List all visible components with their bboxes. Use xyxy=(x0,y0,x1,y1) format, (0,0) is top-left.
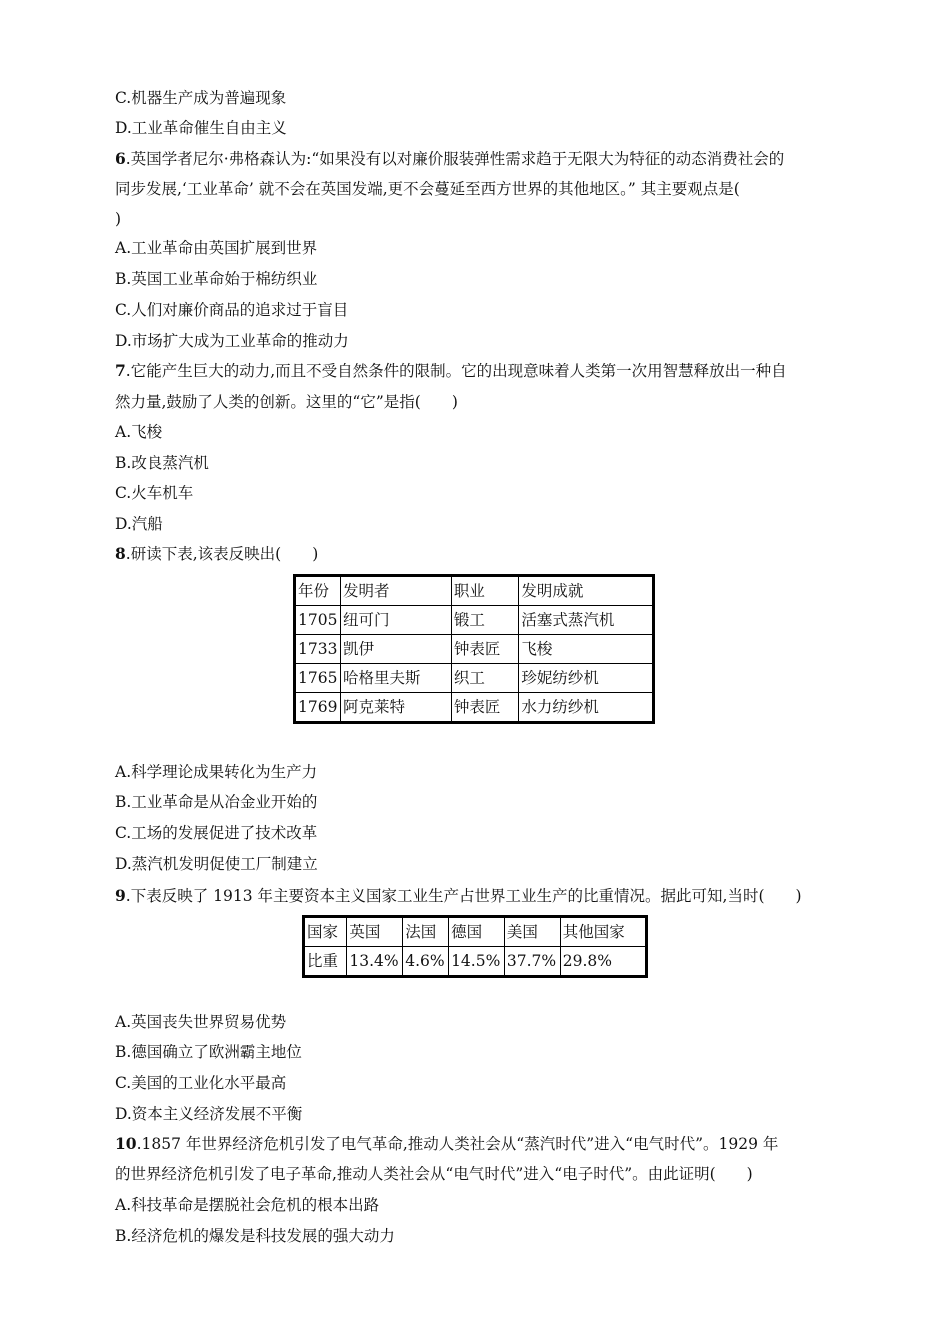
table-header-row xyxy=(304,917,647,947)
table-cell: 阿克莱特 xyxy=(340,693,451,723)
table-cell: 凯伊 xyxy=(340,635,451,664)
table-cell: 1705 xyxy=(295,606,341,635)
q6-stem-text-1: .英国学者尼尔·弗格森认为:“如果没有以对廉价服装弹性需求趋于无限大为特征的动态消费社会的 xyxy=(125,150,785,168)
q10-stem-line-2: 的世界经济危机引发了电子革命,推动人类社会从“电气时代”进入“电子时代”。由此证明( ) xyxy=(115,1165,753,1183)
table-cell: 珍妮纺纱机 xyxy=(519,664,654,693)
table-cell: 哈格里夫斯 xyxy=(340,664,451,693)
q10-number: 10 xyxy=(115,1134,137,1153)
table-row xyxy=(304,947,647,977)
q6-option-c: C.人们对廉价商品的追求过于盲目 xyxy=(115,301,349,319)
q8-option-c: C.工场的发展促进了技术改革 xyxy=(115,824,318,842)
q10-option-a: A.科技革命是摆脱社会危机的根本出路 xyxy=(115,1196,380,1214)
table-cell: 1765 xyxy=(295,664,341,693)
q6-option-a: A.工业革命由英国扩展到世界 xyxy=(115,239,318,257)
q8-option-b: B.工业革命是从冶金业开始的 xyxy=(115,793,318,811)
q9-option-a: A.英国丧失世界贸易优势 xyxy=(115,1013,287,1031)
q9-option-d: D.资本主义经济发展不平衡 xyxy=(115,1105,303,1123)
q5-option-c: C.机器生产成为普遍现象 xyxy=(115,89,287,107)
table-cell: 14.5% xyxy=(449,947,505,977)
q10-stem-line-1 xyxy=(115,1134,778,1154)
table-header-cell: 发明者 xyxy=(340,576,451,606)
table-header-cell: 发明成就 xyxy=(519,576,654,606)
inventions-table xyxy=(293,574,655,724)
table-cell: 钟表匠 xyxy=(451,693,518,723)
table-cell: 钟表匠 xyxy=(451,635,518,664)
table-header-cell: 英国 xyxy=(347,917,403,947)
table-cell: 37.7% xyxy=(504,947,560,977)
table-cell: 锻工 xyxy=(451,606,518,635)
table-cell: 比重 xyxy=(304,947,347,977)
table-cell: 4.6% xyxy=(403,947,449,977)
q7-option-c: C.火车机车 xyxy=(115,484,194,502)
table-header-cell: 职业 xyxy=(451,576,518,606)
table-header-cell: 国家 xyxy=(304,917,347,947)
table-header-cell: 美国 xyxy=(504,917,560,947)
table-header-row xyxy=(295,576,654,606)
q7-stem-text-1: .它能产生巨大的动力,而且不受自然条件的限制。它的出现意味着人类第一次用智慧释放出一种自 xyxy=(125,362,787,380)
table-cell: 飞梭 xyxy=(519,635,654,664)
q6-number: 6 xyxy=(115,149,126,168)
industry-share-table xyxy=(302,915,648,978)
q7-option-d: D.汽船 xyxy=(115,515,163,533)
q10-option-b: B.经济危机的爆发是科技发展的强大动力 xyxy=(115,1227,395,1245)
q7-option-a: A.飞梭 xyxy=(115,423,163,441)
q8-option-a: A.科学理论成果转化为生产力 xyxy=(115,763,318,781)
table-header-cell: 其他国家 xyxy=(560,917,646,947)
q7-option-b: B.改良蒸汽机 xyxy=(115,454,209,472)
q8-stem-text: .研读下表,该表反映出( ) xyxy=(125,545,319,563)
table-header-cell: 年份 xyxy=(295,576,341,606)
table-row xyxy=(295,693,654,723)
q5-option-d: D.工业革命催生自由主义 xyxy=(115,119,287,137)
q6-stem-line-2: 同步发展,‘工业革命’ 就不会在英国发端,更不会蔓延至西方世界的其他地区。” 其主要观点是( xyxy=(115,180,740,198)
q8-stem xyxy=(115,544,318,564)
table-row xyxy=(295,635,654,664)
q6-stem-line-1 xyxy=(115,149,784,169)
q9-number: 9 xyxy=(115,886,126,905)
q9-stem xyxy=(115,886,802,906)
q6-option-b: B.英国工业革命始于棉纺织业 xyxy=(115,270,318,288)
q6-stem-line-3: ) xyxy=(115,210,122,228)
table-cell: 纽可门 xyxy=(340,606,451,635)
q9-stem-text: .下表反映了 1913 年主要资本主义国家工业生产占世界工业生产的比重情况。据此可知,当时( ) xyxy=(125,887,802,905)
table-row xyxy=(295,664,654,693)
q7-stem-line-1 xyxy=(115,361,787,381)
q8-number: 8 xyxy=(115,544,126,563)
q8-option-d: D.蒸汽机发明促使工厂制建立 xyxy=(115,855,318,873)
q10-stem-text-1: .1857 年世界经济危机引发了电气革命,推动人类社会从“蒸汽时代”进入“电气时代”。1929 年 xyxy=(136,1135,779,1153)
table-cell: 13.4% xyxy=(347,947,403,977)
q9-option-c: C.美国的工业化水平最高 xyxy=(115,1074,287,1092)
q7-stem-line-2: 然力量,鼓励了人类的创新。这里的“它”是指( ) xyxy=(115,393,458,411)
table-cell: 水力纺纱机 xyxy=(519,693,654,723)
q6-option-d: D.市场扩大成为工业革命的推动力 xyxy=(115,332,349,350)
table-cell: 1769 xyxy=(295,693,341,723)
q9-option-b: B.德国确立了欧洲霸主地位 xyxy=(115,1043,302,1061)
table-header-cell: 德国 xyxy=(449,917,505,947)
table-cell: 29.8% xyxy=(560,947,646,977)
table-header-cell: 法国 xyxy=(403,917,449,947)
q7-number: 7 xyxy=(115,361,126,380)
table-cell: 1733 xyxy=(295,635,341,664)
table-row xyxy=(295,606,654,635)
table-cell: 织工 xyxy=(451,664,518,693)
table-cell: 活塞式蒸汽机 xyxy=(519,606,654,635)
